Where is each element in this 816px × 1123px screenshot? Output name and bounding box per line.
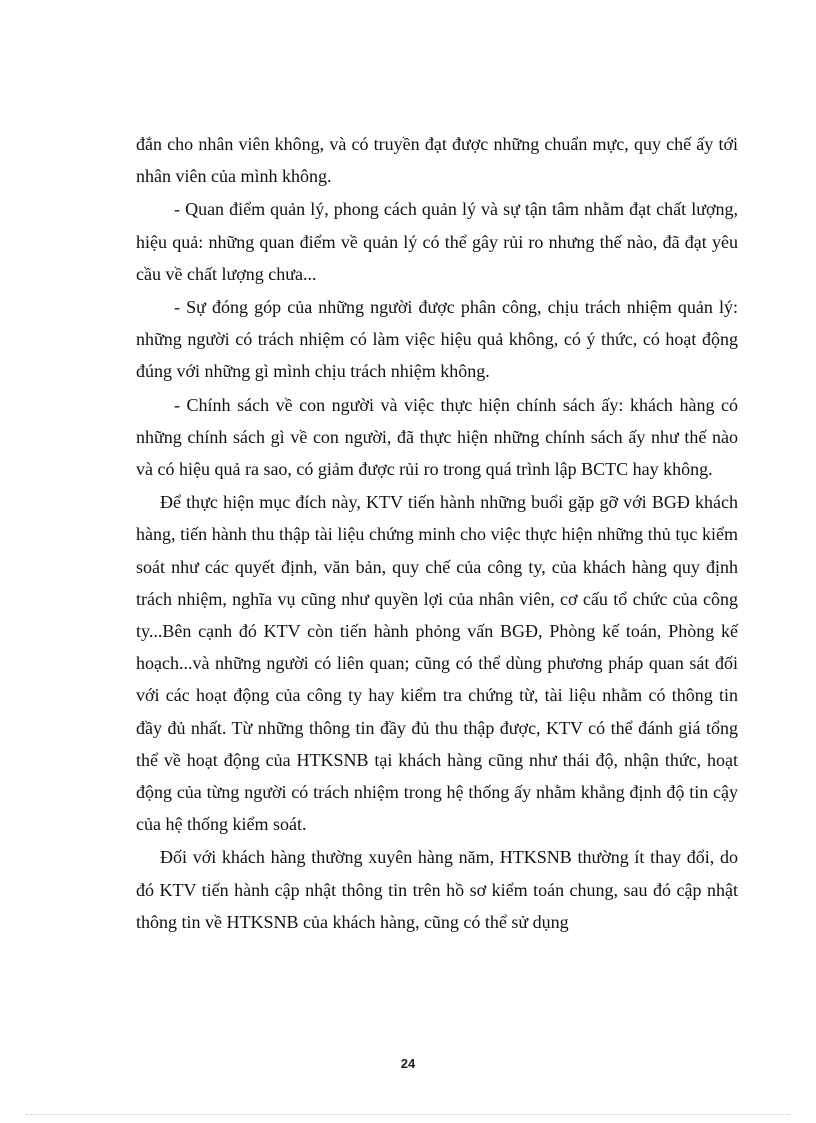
paragraph-continuation: đắn cho nhân viên không, và có truyền đạt được những chuẩn mực, quy chế ấy tới nhân viên của mình không. xyxy=(136,134,738,187)
page-bottom-divider xyxy=(26,1114,790,1115)
paragraph-bullet-contribution: - Sự đóng góp của những người được phân công, chịu trách nhiệm quản lý: những người có trách nhiệm có làm việc hiệu quả không, có ý thức, có hoạt động đúng với những gì mình chịu trách nhiệm không. xyxy=(136,297,738,382)
paragraph-bullet-hr-policy: - Chính sách về con người và việc thực hiện chính sách ấy: khách hàng có những chính sách gì về con người, đã thực hiện những chính sách ấy như thế nào và có hiệu quả ra sao, có giảm được rủi ro trong quá trình lập BCTC hay không. xyxy=(136,394,738,480)
body-text xyxy=(136,128,738,938)
paragraph-regular-clients: Đối với khách hàng thường xuyên hàng năm, HTKSNB thường ít thay đổi, do đó KTV tiến hành cập nhật thông tin trên hồ sơ kiểm toán chung, sau đó cập nhật thông tin về HTKSNB của khách hàng, cũng có thể sử dụng xyxy=(136,847,738,932)
page-number: 24 xyxy=(400,1056,416,1071)
paragraph-bullet-management-view: - Quan điểm quản lý, phong cách quản lý và sự tận tâm nhằm đạt chất lượng, hiệu quả: những quan điểm về quản lý có thể gây rủi ro nhưng thế nào, đã đạt yêu cầu về chất lượng chưa... xyxy=(136,199,738,284)
paragraph-purpose: Để thực hiện mục đích này, KTV tiến hành những buổi gặp gỡ với BGĐ khách hàng, tiến hành thu thập tài liệu chứng minh cho việc thực hiện những thủ tục kiểm soát như các quyết định, văn bản, quy chế của công ty, của khách hàng quy định trách nhiệm, nghĩa vụ cũng như quyền lợi của nhân viên, cơ cấu tổ chức của công ty...Bên cạnh đó KTV còn tiến hành phỏng vấn BGĐ, Phòng kế toán, Phòng kế hoạch...và những người có liên quan; cũng có thể dùng phương pháp quan sát đối với các hoạt động của công ty hay kiểm tra chứng từ, tài liệu nhằm có thông tin đầy đủ nhất. Từ những thông tin đầy đủ thu thập được, KTV có thể đánh giá tổng thể về hoạt động của HTKSNB tại khách hàng cũng như thái độ, nhận thức, hoạt động của từng người có trách nhiệm trong hệ thống ấy nhằm khẳng định độ tin cậy của hệ thống kiểm soát. xyxy=(136,492,738,835)
